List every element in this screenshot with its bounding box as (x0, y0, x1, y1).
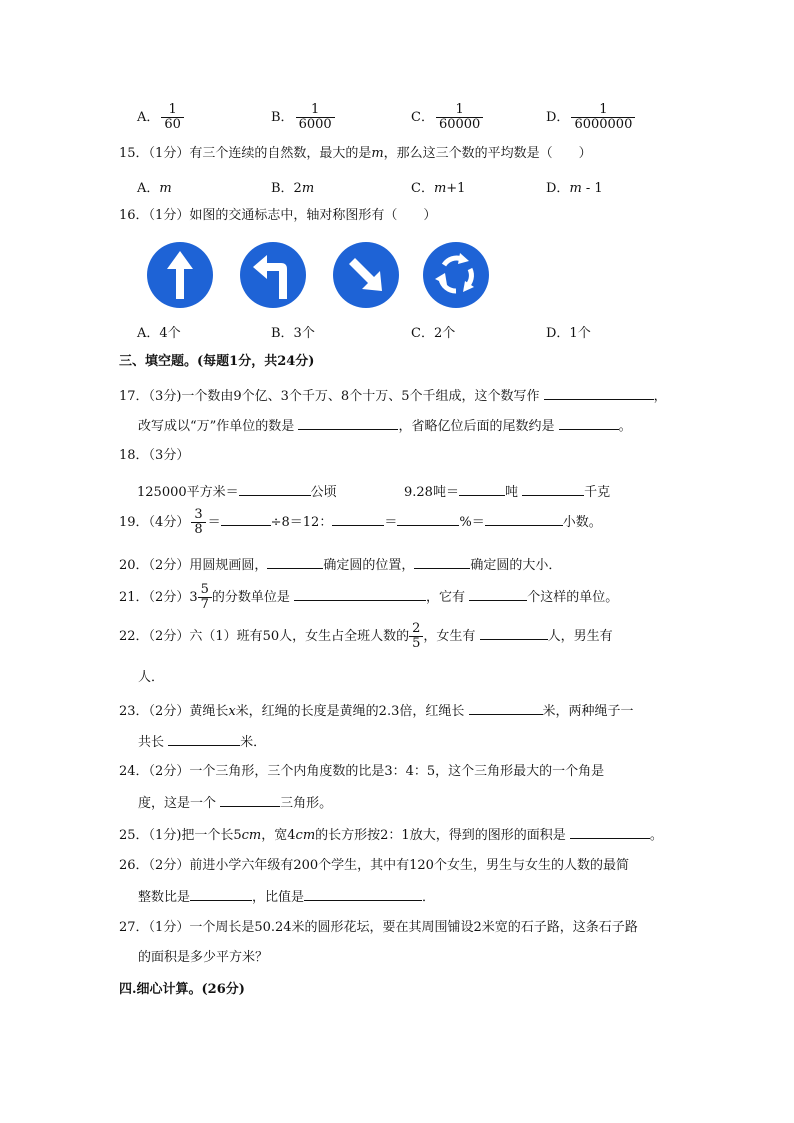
q18-part1: 125000平方米＝ 公顷 (137, 481, 337, 500)
q22-line1: 22．（2分）六（1）班有50人，女生占全班人数的 $\frac{2}{5}$ ，女生有 人，男生有 (119, 621, 613, 651)
answer-blank[interactable] (480, 626, 548, 640)
q16-option-d: D．1个 (546, 326, 591, 341)
answer-blank[interactable] (397, 512, 459, 526)
q24-line1: 24．（2分）一个三角形，三个内角度数的比是3：4：5，这个三角形最大的一个角是 (119, 764, 605, 779)
q20: 20．（2分）用圆规画圆， 确定圆的位置， 确定圆的大小． (119, 555, 561, 575)
arrow-up-icon (146, 241, 214, 309)
arrow-down-right-icon (332, 241, 400, 309)
q17-line2: 改写成以“万”作单位的数是 ，省略亿位后面的尾数约是 。 (138, 416, 632, 436)
q15-question: 15．（1分）有三个连续的自然数，最大的是m，那么这三个数的平均数是（ ） (119, 146, 592, 161)
q26-line2: 整数比是 ，比值是 ． (138, 887, 435, 907)
section-heading: 三、填空题。(每题1分，共24分) (119, 354, 315, 369)
answer-blank[interactable] (485, 512, 563, 526)
answer-blank[interactable] (570, 825, 650, 839)
q22-line2: 人． (138, 670, 165, 685)
q14-option-b: B． $\frac{1}{6000}$ (271, 103, 337, 132)
q25: 25．（1分)把一个长5cm，宽4cm的长方形按2：1放大，得到的图形的面积是 。 (119, 825, 663, 845)
q15-option-d: D．m - 1 (546, 181, 603, 196)
q27-line2: 的面积是多少平方米？ (138, 950, 269, 965)
answer-blank[interactable] (544, 386, 654, 400)
q26-line1: 26．（2分）前进小学六年级有200个学生，其中有120个女生，男生与女生的人数的最简 (119, 858, 629, 873)
answer-blank[interactable] (304, 887, 422, 901)
answer-blank[interactable] (469, 701, 543, 715)
fraction: $\frac{1}{6000000}$ (571, 103, 635, 132)
turn-left-icon (239, 241, 307, 309)
q14-option-d: D． $\frac{1}{6000000}$ (546, 103, 637, 132)
q23-line2: 共长 米． (138, 732, 266, 752)
q16-option-c: C．2个 (411, 326, 456, 341)
answer-blank[interactable] (298, 416, 398, 430)
section-heading: 四.细心计算。(26分) (119, 982, 245, 997)
answer-blank[interactable] (220, 793, 280, 807)
fraction: $\frac{3}{8}$ (191, 508, 205, 537)
q16-question: 16．（1分）如图的交通标志中，轴对称图形有（ ） (119, 208, 437, 223)
q19: 19．（4分） $\frac{3}{8}$ ＝ ÷8＝12： ＝ %＝ 小数。 (119, 507, 602, 537)
answer-blank[interactable] (459, 482, 505, 496)
q14-option-a: A． $\frac{1}{60}$ (137, 103, 186, 132)
roundabout-icon (422, 241, 490, 309)
q16-option-b: B．3个 (271, 326, 315, 341)
fraction: $\frac{5}{7}$ (198, 583, 212, 612)
q14-option-c: C． $\frac{1}{60000}$ (411, 103, 485, 132)
q23-line1: 23．（2分）黄绳长x米，红绳的长度是黄绳的2.3倍，红绳长 米，两种绳子一 (119, 701, 634, 721)
fraction: $\frac{1}{60}$ (161, 103, 184, 132)
answer-blank[interactable] (414, 555, 470, 569)
answer-blank[interactable] (559, 416, 619, 430)
q15-option-c: C．m+1 (411, 181, 466, 196)
q18-part2: 9.28吨＝ 吨 千克 (404, 481, 610, 500)
answer-blank[interactable] (294, 587, 426, 601)
q17-line1: 17．（3分)一个数由9个亿、3个千万、8个十万、5个千组成，这个数写作 ， (119, 386, 667, 406)
fraction: $\frac{1}{6000}$ (296, 103, 335, 132)
fraction: $\frac{2}{5}$ (409, 622, 423, 651)
answer-blank[interactable] (332, 512, 384, 526)
q15-option-b: B．2m (271, 181, 315, 196)
answer-blank[interactable] (522, 482, 584, 496)
fraction: $\frac{1}{60000}$ (436, 103, 483, 132)
q15-option-a: A．m (137, 181, 172, 196)
q21: 21．（2分）3 $\frac{5}{7}$ 的分数单位是 ，它有 个这样的单位。 (119, 582, 619, 612)
q24-line2: 度，这是一个 三角形。 (138, 793, 332, 813)
answer-blank[interactable] (469, 587, 527, 601)
answer-blank[interactable] (267, 555, 323, 569)
answer-blank[interactable] (190, 887, 252, 901)
answer-blank[interactable] (221, 512, 271, 526)
q18-title: 18．（3分） (119, 448, 190, 463)
answer-blank[interactable] (168, 732, 240, 746)
q27-line1: 27．（1分）一个周长是50.24米的圆形花坛，要在其周围铺设2米宽的石子路，这条石子路 (119, 920, 638, 935)
answer-blank[interactable] (239, 482, 311, 496)
q16-option-a: A．4个 (137, 326, 181, 341)
